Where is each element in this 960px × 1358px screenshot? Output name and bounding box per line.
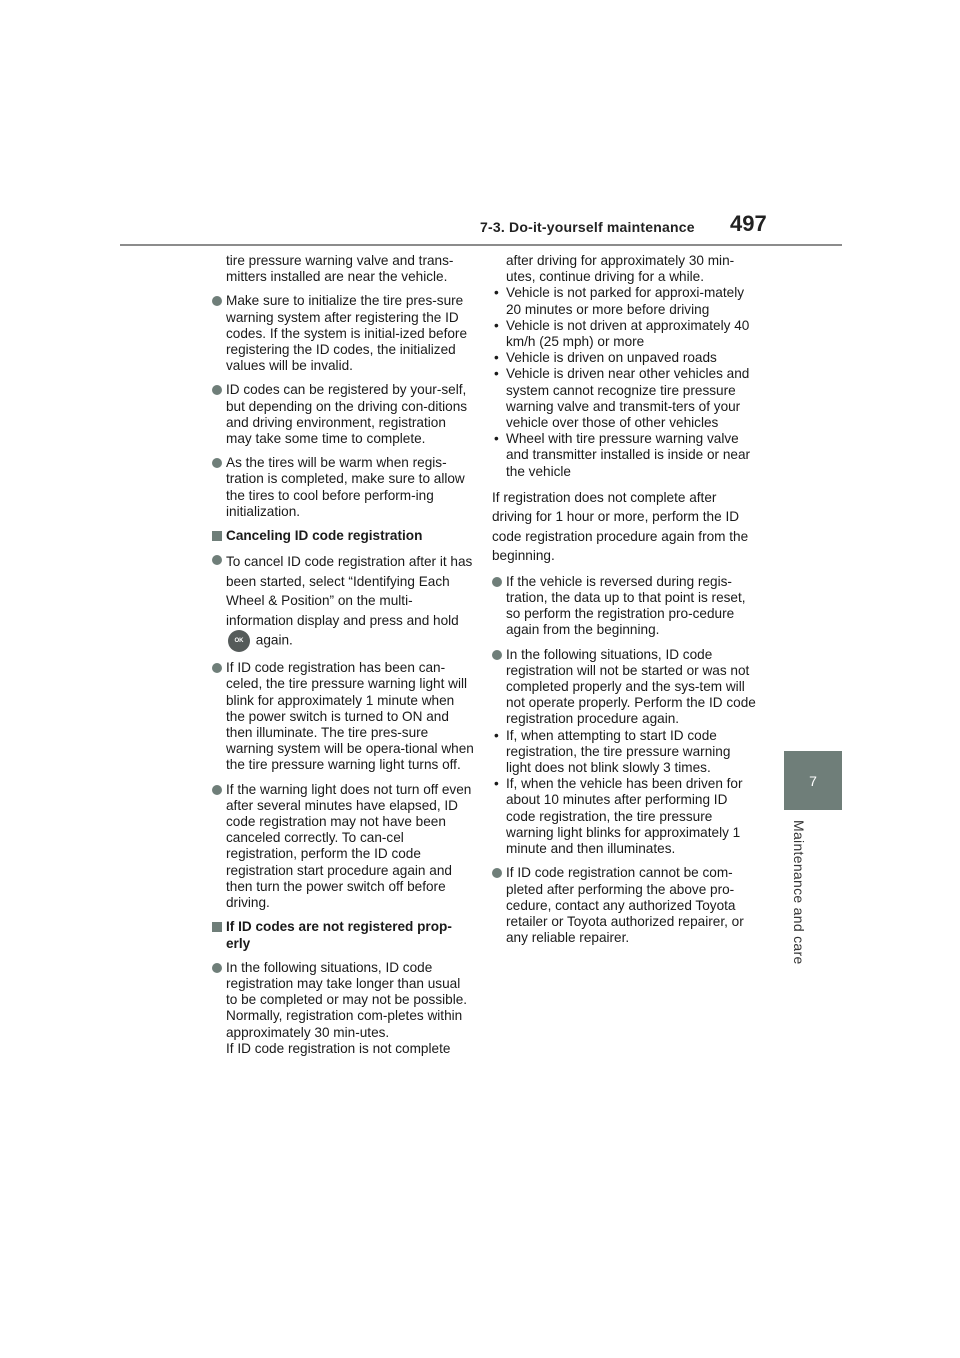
sub-condition-list (494, 727, 758, 858)
bullet-dot-icon (212, 963, 222, 973)
bullet-text: In the following situations, ID code registration will not be started or was not completed properly and the sys-tem will not operate properly. Perform the ID code registration procedure again. (506, 646, 756, 727)
bullet-text-end: again. (255, 632, 293, 648)
bullet-item (212, 293, 474, 374)
left-column (212, 253, 474, 1065)
heading-square-icon (212, 922, 222, 932)
paragraph: If registration does not complete after driving for 1 hour or more, perform the ID code registration procedure again from the beginning. (492, 489, 749, 564)
bullet-dot-icon (212, 785, 222, 795)
bullet-text: In the following situations, ID code registration may take longer than usual to be completed or may not be possible. Normally, registration com-pletes within approximately 30 min-utes. (226, 959, 468, 1040)
chapter-number: 7 (809, 772, 817, 789)
bullet-dot-icon (212, 555, 222, 565)
list-item: • If, when the vehicle has been driven for about 10 minutes after performing ID code registration, the tire pressure warning light blinks for approximately 1 minute and then illuminates. (494, 776, 743, 857)
bullet-item (492, 574, 758, 639)
subsection-heading (212, 528, 474, 544)
chapter-tab[interactable] (784, 751, 842, 810)
bullet-dot-icon (492, 577, 502, 587)
list-item: • Vehicle is not parked for approxi-mately 20 minutes or more before driving (494, 285, 745, 317)
chapter-label: Maintenance and care (791, 820, 807, 965)
list-item: • Vehicle is driven on unpaved roads (494, 350, 717, 366)
bullet-text: If ID code registration has been can-celed, the tire pressure warning light will blink for approximately 1 minute when the power switch is turned to ON and then illuminate. The tire pres-sure warning system will be opera-tional when the tire pressure warning light turns off. (226, 660, 474, 773)
ok-button-icon: OK (228, 630, 250, 652)
condition-list (492, 285, 758, 479)
bullet-item (212, 552, 474, 652)
right-column (492, 253, 758, 954)
bullet-text: As the tires will be warm when regis-tration is completed, make sure to allow the tires to cool before perform-ing initialization. (226, 455, 465, 519)
bullet-dot-icon (212, 458, 222, 468)
heading-square-icon (212, 531, 222, 541)
bullet-text: Make sure to initialize the tire pres-sure warning system after registering the ID codes. If the system is initial-ized before registering the ID codes, the initialized values will be invalid. (226, 293, 468, 374)
page-number: 497 (730, 211, 767, 236)
list-item: • Vehicle is driven near other vehicles and system cannot recognize tire pressure warning valve and transmit-ters of your vehicle over those of other vehicles (494, 366, 750, 431)
bullet-dot-icon (212, 663, 222, 673)
bullet-text: To cancel ID code registration after it has been started, select “Identifying Each Wheel & Position” on the multi-information display and press and hold (226, 554, 473, 628)
bullet-item (492, 647, 758, 858)
bullet-dot-icon (492, 868, 502, 878)
bullet-dot-icon (492, 650, 502, 660)
heading-text: If ID codes are not registered prop-erly (226, 919, 452, 951)
bullet-item (492, 865, 758, 946)
bullet-item (212, 960, 474, 1057)
list-item: • If, when attempting to start ID code registration, the tire pressure warning light does not blink slowly 3 times. (494, 727, 731, 776)
header-divider (120, 244, 842, 246)
bullet-item (212, 660, 474, 773)
list-item: • Wheel with tire pressure warning valve and transmitter installed is inside or near the vehicle (494, 431, 751, 479)
bullet-text: If ID code registration cannot be com-pleted after performing the above pro-cedure, contact any authorized Toyota retailer or Toyota authorized repairer, or any reliable repairer. (506, 865, 744, 946)
bullet-dot-icon (212, 385, 222, 395)
bullet-item (212, 382, 474, 447)
list-item: • Vehicle is not driven at approximately 40 km/h (25 mph) or more (494, 317, 750, 350)
bullet-dot-icon (212, 296, 222, 306)
bullet-text-continued: If ID code registration is not complete (226, 1040, 451, 1056)
bullet-text: If the vehicle is reversed during regis-tration, the data up to that point is reset, so perform the registration pro-cedure again from the beginning. (506, 573, 746, 638)
bullet-text: ID codes can be registered by your-self, but depending on the driving con-ditions and driving environment, registration may take some time to complete. (226, 382, 468, 447)
subsection-heading (212, 919, 474, 951)
continued-paragraph: tire pressure warning valve and trans-mitters installed are near the vehicle. (226, 253, 454, 285)
section-title: 7-3. Do-it-yourself maintenance (480, 219, 695, 235)
continued-paragraph: after driving for approximately 30 min-utes, continue driving for a while. (506, 253, 735, 285)
bullet-item (212, 455, 474, 520)
bullet-item (212, 782, 474, 912)
heading-text: Canceling ID code registration (226, 528, 423, 544)
bullet-text: If the warning light does not turn off even after several minutes have elapsed, ID code registration may not have been canceled correctly. To can-cel registration, perform the ID code registration start procedure again and then turn the power switch off before driving. (226, 781, 472, 911)
